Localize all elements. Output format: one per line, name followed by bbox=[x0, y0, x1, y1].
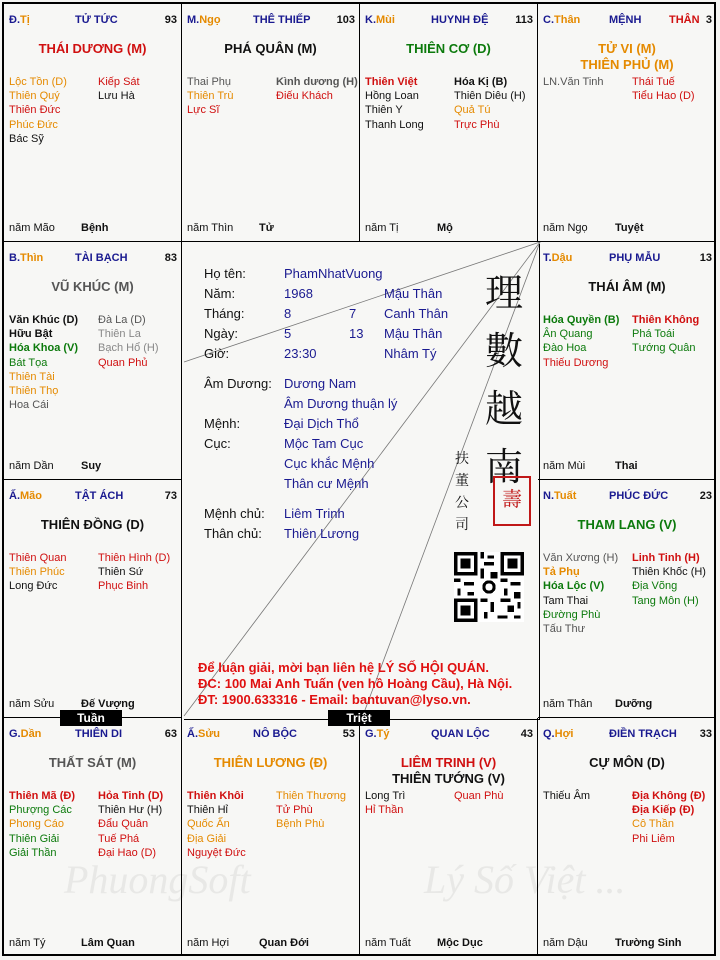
palace-year: năm Dần bbox=[9, 460, 54, 472]
palace-footer bbox=[187, 222, 274, 234]
main-stars bbox=[538, 755, 716, 771]
palace-dan bbox=[4, 718, 182, 956]
seal-char: 理 bbox=[484, 271, 523, 315]
minor-star: Hoa Cái bbox=[9, 399, 49, 412]
minor-star: Thiên Quý bbox=[9, 90, 60, 103]
minor-star: Long Đức bbox=[9, 580, 58, 593]
palace-name: HUYNH ĐỆ bbox=[431, 14, 489, 26]
life-stage: Mộc Dục bbox=[437, 937, 483, 949]
minor-star: Thiếu Âm bbox=[543, 790, 591, 802]
minor-star: Tuế Phá bbox=[98, 832, 140, 845]
minor-star: Quan Phủ bbox=[98, 356, 148, 369]
minor-star: Phúc Đức bbox=[9, 118, 58, 131]
palace-number: 103 bbox=[336, 14, 355, 26]
info-label: Tháng: bbox=[204, 306, 245, 321]
minor-star: Nguyệt Đức bbox=[187, 846, 246, 859]
palace-ty bbox=[360, 718, 538, 956]
palace-name: THÊ THIẾP bbox=[253, 14, 311, 26]
palace-stem: M. bbox=[187, 14, 200, 26]
minor-star: Văn Xương (H) bbox=[543, 552, 619, 564]
main-stars bbox=[360, 41, 537, 57]
palace-stem: K. bbox=[365, 14, 376, 26]
small-char: 扶 bbox=[455, 451, 469, 467]
small-char: 司 bbox=[455, 517, 469, 533]
main-star: VŨ KHÚC (M) bbox=[51, 279, 134, 294]
small-char: 公 bbox=[455, 495, 469, 511]
palace-footer bbox=[543, 937, 682, 949]
minor-star: Địa Kiếp (Đ) bbox=[632, 804, 695, 817]
palace-header bbox=[543, 252, 712, 266]
minor-star: Thiên Không bbox=[632, 314, 700, 326]
info-label: Ngày: bbox=[204, 326, 238, 341]
info-row bbox=[204, 374, 464, 394]
minor-star: Địa Võng bbox=[632, 580, 678, 593]
minor-star: Thiên Tài bbox=[9, 370, 55, 383]
palace-footer bbox=[9, 222, 109, 234]
minor-star: Thiên Quan bbox=[9, 552, 67, 564]
palace-footer bbox=[365, 222, 453, 234]
minor-star: Bạch Hổ (H) bbox=[98, 342, 159, 355]
palace-number: 23 bbox=[699, 490, 712, 502]
palace-year: năm Mão bbox=[9, 222, 55, 234]
palace-branch: Ngọ bbox=[199, 14, 221, 26]
info-value: 1968 bbox=[284, 286, 313, 301]
info-value: Âm Dương thuận lý bbox=[284, 396, 398, 411]
info-value: PhamNhatVuong bbox=[284, 266, 383, 281]
main-star: THAM LANG (V) bbox=[577, 517, 677, 532]
minor-star: Tấu Thư bbox=[543, 623, 586, 636]
palace-number: 33 bbox=[699, 728, 712, 740]
triet-marker: Triệt bbox=[328, 710, 390, 726]
palace-name: PHỤ MẪU bbox=[609, 252, 661, 264]
palace-footer bbox=[187, 937, 309, 949]
palace-footer bbox=[543, 698, 653, 710]
minor-star: Kiếp Sát bbox=[98, 76, 140, 88]
palace-name: QUAN LỘC bbox=[431, 728, 490, 740]
contact-line: Để luận giải, mời bạn liên hệ LÝ SỐ HỘI QUÁN. bbox=[198, 660, 489, 675]
main-star: THÁI DƯƠNG (M) bbox=[38, 41, 147, 56]
palace-mui bbox=[360, 4, 538, 242]
palace-name: TÀI BẠCH bbox=[75, 252, 128, 264]
palace-tuat bbox=[538, 480, 716, 718]
info-canchi: Mậu Thân bbox=[384, 326, 443, 341]
main-stars bbox=[538, 41, 716, 73]
minor-star: Đào Hoa bbox=[543, 342, 587, 355]
info-lunar: 7 bbox=[349, 306, 357, 321]
minor-star: Hóa Kị (B) bbox=[454, 76, 508, 88]
palace-year: năm Thìn bbox=[187, 222, 234, 234]
minor-star: Quả Tú bbox=[454, 104, 491, 117]
info-value: Thiên Lương bbox=[284, 526, 360, 541]
palace-footer bbox=[543, 460, 638, 472]
palace-stem: G. bbox=[365, 728, 377, 740]
minor-star: Đại Hao (D) bbox=[98, 846, 157, 859]
palace-branch: Thìn bbox=[20, 252, 44, 264]
minor-star: Tử Phù bbox=[276, 804, 313, 817]
info-row bbox=[204, 434, 464, 454]
life-stage: Đế Vượng bbox=[81, 698, 135, 710]
minor-star: Tả Phụ bbox=[543, 566, 580, 579]
main-stars bbox=[538, 517, 716, 533]
minor-star: Phục Binh bbox=[98, 580, 149, 593]
life-stage: Tuyệt bbox=[615, 222, 644, 234]
palace-header bbox=[9, 490, 177, 504]
palace-number: 43 bbox=[520, 728, 533, 740]
life-stage: Dưỡng bbox=[615, 698, 653, 710]
palace-stem: C. bbox=[543, 14, 554, 26]
main-star: LIÊM TRINH (V) bbox=[400, 755, 497, 770]
than-marker: THÂN bbox=[669, 14, 700, 26]
info-value: Cục khắc Mệnh bbox=[284, 456, 375, 471]
minor-star: Thiên Thọ bbox=[9, 385, 59, 398]
minor-star: Thiên Đức bbox=[9, 104, 61, 117]
minor-star: Tướng Quân bbox=[632, 342, 696, 355]
info-label: Mệnh: bbox=[204, 416, 241, 431]
minor-star: Tiểu Hao (D) bbox=[632, 90, 695, 103]
watermark-left: PhuongSoft bbox=[64, 857, 251, 902]
life-stage: Lâm Quan bbox=[81, 937, 135, 949]
palace-header bbox=[365, 728, 533, 742]
main-star: THIÊN ĐỒNG (D) bbox=[40, 517, 145, 532]
palace-year: năm Mùi bbox=[543, 460, 586, 472]
info-value: Mộc Tam Cục bbox=[284, 436, 364, 451]
minor-star: Thiên Phúc bbox=[9, 566, 65, 579]
palace-stem: G. bbox=[9, 728, 21, 740]
palace-name: NÔ BỘC bbox=[253, 728, 297, 740]
info-lunar: 13 bbox=[349, 326, 364, 341]
info-row bbox=[204, 524, 464, 544]
palace-number: 3 bbox=[705, 14, 712, 26]
life-stage: Suy bbox=[81, 460, 102, 472]
minor-star: Văn Khúc (D) bbox=[9, 314, 79, 326]
minor-star: Phá Toái bbox=[632, 328, 675, 341]
main-star: THIÊN PHỦ (M) bbox=[580, 57, 674, 72]
minor-star: Hóa Quyền (B) bbox=[543, 314, 620, 326]
palace-branch: Hợi bbox=[554, 728, 574, 740]
minor-star: Thiên Diêu (H) bbox=[454, 90, 526, 103]
tuan-marker: Tuần bbox=[60, 710, 122, 726]
palace-number: 63 bbox=[164, 728, 177, 740]
minor-star: Điếu Khách bbox=[276, 90, 333, 103]
palace-year: năm Tuất bbox=[365, 937, 411, 949]
palace-branch: Tuất bbox=[554, 490, 577, 502]
main-star: THIÊN TƯỚNG (V) bbox=[392, 771, 505, 786]
minor-star: Lộc Tồn (D) bbox=[9, 76, 67, 88]
palace-footer bbox=[365, 937, 483, 949]
palace-header bbox=[365, 14, 533, 28]
palace-year: năm Sửu bbox=[9, 698, 55, 710]
palace-header bbox=[9, 728, 177, 742]
info-label: Giờ: bbox=[204, 346, 230, 361]
palace-footer bbox=[543, 222, 644, 234]
watermark-right: Lý Số Việt ... bbox=[424, 857, 626, 902]
info-label: Âm Dương: bbox=[204, 376, 272, 391]
palace-branch: Dậu bbox=[551, 252, 573, 264]
palace-year: năm Ngọ bbox=[543, 222, 588, 234]
info-value: 5 bbox=[284, 326, 292, 341]
minor-star: Bát Tọa bbox=[9, 356, 48, 369]
main-star: CỰ MÔN (D) bbox=[589, 755, 665, 770]
minor-star: Thanh Long bbox=[365, 118, 424, 131]
info-row bbox=[204, 474, 464, 494]
info-canchi: Nhâm Tý bbox=[384, 346, 437, 361]
palace-mao bbox=[4, 480, 182, 718]
info-row bbox=[204, 414, 464, 434]
minor-star: Hỏa Tinh (D) bbox=[98, 790, 164, 802]
palace-branch: Tý bbox=[376, 728, 390, 740]
palace-stem: Đ. bbox=[9, 14, 20, 26]
main-stars bbox=[4, 279, 181, 295]
main-star: THẤT SÁT (M) bbox=[48, 755, 137, 770]
minor-star: Phi Liêm bbox=[632, 832, 675, 845]
info-label: Mệnh chủ: bbox=[204, 506, 265, 521]
contact-phone-email: ĐT: 1900.633316 - Email: bantuvan@lyso.vn. bbox=[198, 692, 471, 707]
minor-star: Thái Tuế bbox=[632, 76, 675, 88]
palace-name: TỬ TỨC bbox=[75, 14, 118, 26]
palace-header bbox=[543, 490, 712, 504]
minor-star: Thiên Việt bbox=[365, 76, 418, 88]
qr-code-icon bbox=[454, 552, 524, 622]
minor-star: Đẩu Quân bbox=[98, 818, 149, 831]
minor-star: Thiên Mã (Đ) bbox=[9, 790, 75, 802]
minor-star: Thiên Trù bbox=[187, 90, 234, 103]
palace-number: 83 bbox=[164, 252, 177, 264]
minor-star: Long Trì bbox=[365, 790, 406, 802]
seal-char: 數 bbox=[484, 329, 523, 373]
contact-address: ĐC: 100 Mai Anh Tuấn (ven hồ Hoàng Cầu), Hà Nội. bbox=[198, 676, 513, 691]
main-star: TỬ VI (M) bbox=[598, 41, 656, 56]
info-value: 8 bbox=[284, 306, 292, 321]
palace-dau bbox=[538, 242, 716, 480]
palace-name: ĐIỀN TRẠCH bbox=[609, 728, 677, 740]
minor-star: Phong Cáo bbox=[9, 818, 65, 831]
palace-header bbox=[187, 728, 355, 742]
minor-star: Thiên Hư (H) bbox=[98, 804, 163, 817]
palace-year: năm Hợi bbox=[187, 937, 230, 949]
palace-name: TẬT ÁCH bbox=[75, 490, 124, 502]
minor-star: Kình dương (H) bbox=[276, 76, 358, 88]
palace-year: năm Tị bbox=[365, 222, 399, 234]
palace-year: năm Tý bbox=[9, 937, 46, 949]
palace-number: 73 bbox=[164, 490, 177, 502]
minor-star: Tang Môn (H) bbox=[632, 594, 699, 607]
minor-star: Quan Phù bbox=[454, 790, 504, 802]
life-stage: Trường Sinh bbox=[615, 937, 682, 949]
minor-star: Thiên La bbox=[98, 328, 141, 341]
main-star: THIÊN LƯƠNG (Đ) bbox=[213, 755, 328, 770]
minor-star: Địa Không (Đ) bbox=[632, 790, 706, 802]
info-row bbox=[204, 504, 464, 524]
main-stars bbox=[360, 755, 537, 787]
info-label: Họ tên: bbox=[204, 266, 246, 281]
life-stage: Thai bbox=[615, 460, 638, 472]
small-char: 董 bbox=[455, 473, 469, 489]
palace-year: năm Dậu bbox=[543, 937, 588, 949]
minor-star: Thiên Khôi bbox=[187, 790, 244, 802]
minor-star: Giải Thần bbox=[9, 846, 57, 859]
palace-suu bbox=[182, 718, 360, 956]
minor-star: Hỉ Thần bbox=[365, 804, 404, 817]
minor-star: Quốc Ấn bbox=[187, 818, 230, 831]
palace-footer bbox=[9, 937, 135, 949]
palace-hoi bbox=[538, 718, 716, 956]
minor-star: LN.Văn Tinh bbox=[543, 76, 604, 88]
minor-star: Trực Phù bbox=[454, 118, 500, 131]
minor-star: Địa Giải bbox=[187, 832, 227, 845]
palace-name: PHÚC ĐỨC bbox=[609, 490, 669, 502]
main-stars bbox=[538, 279, 716, 295]
palace-number: 113 bbox=[515, 14, 533, 26]
main-stars bbox=[4, 517, 181, 533]
palace-header bbox=[543, 14, 712, 28]
palace-branch: Tị bbox=[20, 14, 30, 26]
seal-char: 南 bbox=[484, 445, 523, 489]
palace-stem: Ấ. bbox=[187, 728, 198, 740]
info-value: Dương Nam bbox=[284, 376, 357, 391]
main-stars bbox=[182, 755, 359, 771]
palace-year: năm Thân bbox=[543, 698, 593, 710]
palace-number: 13 bbox=[699, 252, 712, 264]
palace-branch: Mùi bbox=[376, 14, 395, 26]
minor-star: Lực Sĩ bbox=[187, 104, 220, 117]
main-star: THÁI ÂM (M) bbox=[588, 279, 666, 294]
life-stage: Mộ bbox=[437, 222, 453, 234]
palace-header bbox=[187, 14, 355, 28]
info-row bbox=[204, 394, 464, 414]
minor-star: Cô Thần bbox=[632, 818, 674, 831]
minor-star: Hồng Loan bbox=[365, 90, 419, 103]
minor-star: Bác Sỹ bbox=[9, 132, 44, 145]
main-stars bbox=[4, 41, 181, 57]
info-canchi: Canh Thân bbox=[384, 306, 449, 321]
palace-footer bbox=[9, 698, 135, 710]
seal-calligraphy bbox=[474, 264, 534, 496]
minor-star: Linh Tinh (H) bbox=[632, 552, 700, 564]
contact-info bbox=[198, 660, 512, 708]
info-label: Năm: bbox=[204, 286, 236, 301]
palace-number: 53 bbox=[342, 728, 355, 740]
minor-star: Hóa Khoa (V) bbox=[9, 342, 79, 355]
palace-header bbox=[9, 252, 177, 266]
horoscope-chart bbox=[2, 2, 716, 956]
palace-number: 93 bbox=[164, 14, 177, 26]
minor-star: Thiên Khốc (H) bbox=[632, 566, 706, 579]
minor-star: Thiên Thương bbox=[276, 790, 347, 802]
minor-star: Tam Thai bbox=[543, 594, 589, 607]
palace-thin bbox=[4, 242, 182, 480]
palace-ngo bbox=[182, 4, 360, 242]
main-stars bbox=[4, 755, 181, 771]
main-stars bbox=[182, 41, 359, 57]
minor-star: Thiên Y bbox=[365, 104, 403, 117]
seal-char: 越 bbox=[484, 387, 523, 431]
life-stage: Bệnh bbox=[81, 222, 109, 234]
main-star: THIÊN CƠ (D) bbox=[406, 41, 491, 56]
info-label: Cục: bbox=[204, 436, 231, 451]
minor-star: Đà La (D) bbox=[98, 314, 146, 326]
info-value: Thân cư Mệnh bbox=[284, 476, 369, 491]
minor-star: Ân Quang bbox=[543, 328, 593, 341]
minor-star: Thiên Hỉ bbox=[187, 804, 228, 817]
palace-stem: T. bbox=[543, 252, 552, 264]
life-stage: Quan Đới bbox=[259, 937, 309, 949]
palace-ti bbox=[4, 4, 182, 242]
palace-name: THIÊN DI bbox=[75, 728, 123, 740]
palace-stem: Ấ. bbox=[9, 490, 20, 502]
palace-header bbox=[543, 728, 712, 742]
red-stamp: 壽 bbox=[493, 476, 531, 526]
info-value: 23:30 bbox=[284, 346, 317, 361]
palace-name: MỆNH bbox=[609, 14, 642, 26]
palace-header bbox=[9, 14, 177, 28]
palace-stem: Q. bbox=[543, 728, 555, 740]
minor-star: Thai Phụ bbox=[187, 76, 232, 88]
minor-star: Thiên Sứ bbox=[98, 566, 144, 579]
palace-footer bbox=[9, 460, 102, 472]
palace-stem: N. bbox=[543, 490, 554, 502]
info-row bbox=[204, 454, 464, 474]
minor-star: Hữu Bật bbox=[9, 328, 53, 341]
palace-branch: Sửu bbox=[198, 728, 221, 740]
small-calligraphy bbox=[451, 448, 473, 536]
info-label: Thân chủ: bbox=[204, 526, 262, 541]
minor-star: Phượng Các bbox=[9, 804, 72, 817]
palace-branch: Thân bbox=[554, 14, 581, 26]
minor-star: Thiên Giải bbox=[9, 832, 60, 845]
main-star: PHÁ QUÂN (M) bbox=[224, 41, 317, 56]
center-info-panel bbox=[184, 244, 540, 720]
minor-star: Lưu Hà bbox=[98, 90, 135, 103]
minor-star: Hóa Lộc (V) bbox=[543, 580, 605, 593]
info-canchi: Mậu Thân bbox=[384, 286, 443, 301]
minor-star: Bệnh Phù bbox=[276, 818, 325, 831]
palace-branch: Dần bbox=[20, 728, 42, 740]
info-value: Đại Dịch Thổ bbox=[284, 416, 359, 431]
palace-branch: Mão bbox=[20, 490, 42, 502]
minor-star: Thiên Hình (D) bbox=[98, 552, 171, 564]
minor-star: Đường Phù bbox=[543, 608, 601, 621]
minor-star: Thiếu Dương bbox=[543, 356, 609, 369]
info-value: Liêm Trinh bbox=[284, 506, 345, 521]
palace-than bbox=[538, 4, 716, 242]
palace-stem: B. bbox=[9, 252, 20, 264]
life-stage: Tử bbox=[259, 222, 274, 234]
